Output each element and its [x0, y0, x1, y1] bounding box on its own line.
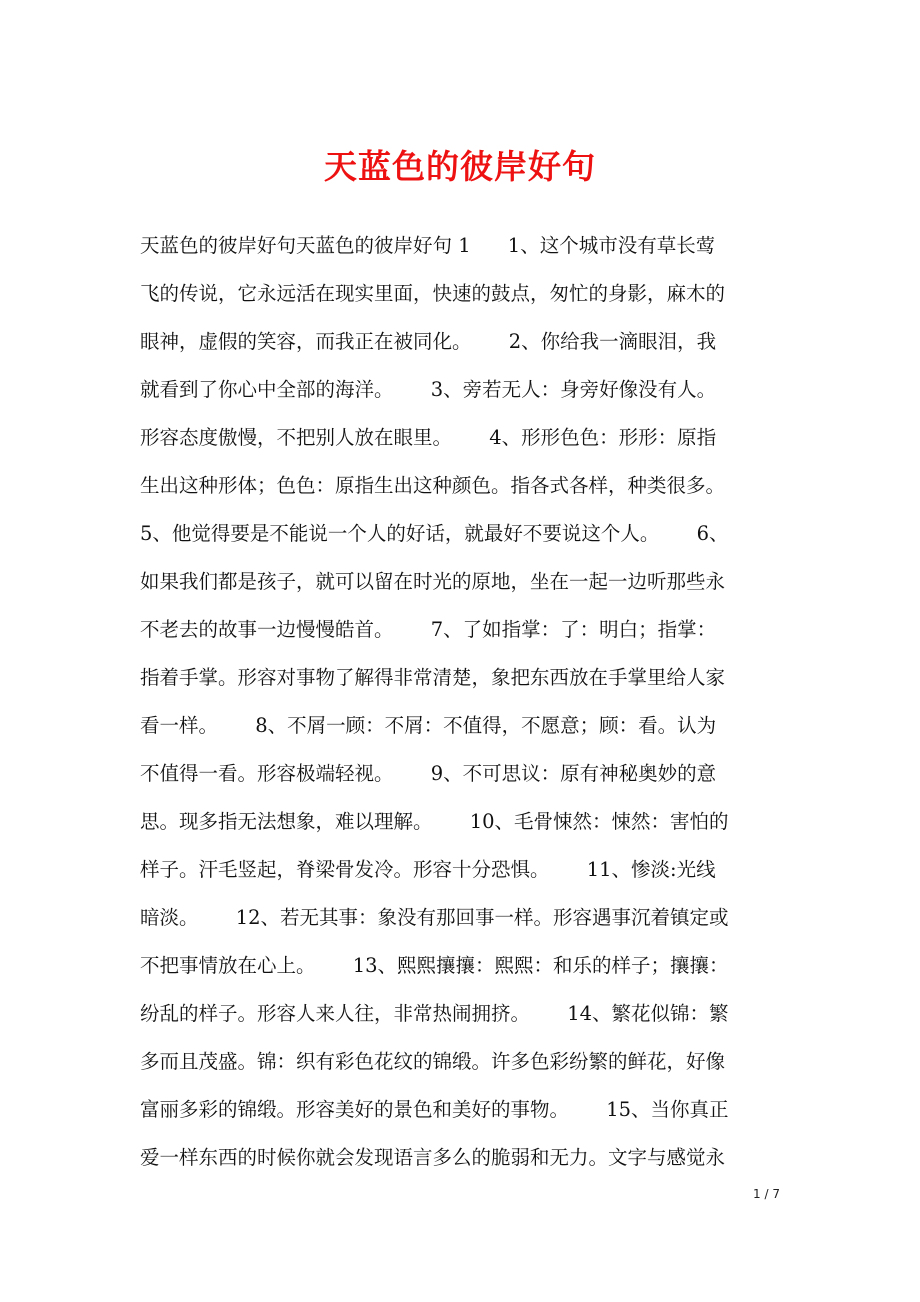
body-line: 5、他觉得要是不能说一个人的好话，就最好不要说这个人。 6、: [140, 522, 729, 545]
body-line: 思。现多指无法想象，难以理解。 10、毛骨悚然：悚然：害怕的: [140, 810, 729, 833]
body-line: 就看到了你心中全部的海洋。 3、旁若无人：身旁好像没有人。: [140, 378, 717, 401]
page-number: 1 / 7: [753, 1187, 780, 1201]
document-body: [140, 222, 800, 1182]
body-line: 天蓝色的彼岸好句天蓝色的彼岸好句 1 1、这个城市没有草长莺: [140, 234, 716, 257]
body-line: 纷乱的样子。形容人来人往，非常热闹拥挤。 14、繁花似锦：繁: [140, 1002, 729, 1025]
body-line: 形容态度傲慢，不把别人放在眼里。 4、形形色色：形形：原指: [140, 426, 717, 449]
document-title: 天蓝色的彼岸好句: [324, 147, 596, 186]
body-line: 多而且茂盛。锦：织有彩色花纹的锦缎。许多色彩纷繁的鲜花，好像: [140, 1050, 726, 1073]
body-line: 爱一样东西的时候你就会发现语言多么的脆弱和无力。文字与感觉永: [140, 1146, 726, 1169]
body-line: 看一样。 8、不屑一顾：不屑：不值得，不愿意；顾：看。认为: [140, 714, 717, 737]
body-line: 不老去的故事一边慢慢皓首。 7、了如指掌：了：明白；指掌：: [140, 618, 717, 641]
body-line: 眼神，虚假的笑容，而我正在被同化。 2、你给我一滴眼泪，我: [140, 330, 717, 353]
body-line: 富丽多彩的锦缎。形容美好的景色和美好的事物。 15、当你真正: [140, 1098, 729, 1121]
body-line: 样子。汗毛竖起，脊梁骨发冷。形容十分恐惧。 11、惨淡:光线: [140, 858, 716, 881]
body-line: 如果我们都是孩子，就可以留在时光的原地，坐在一起一边听那些永: [140, 570, 726, 593]
body-line: 暗淡。 12、若无其事：象没有那回事一样。形容遇事沉着镇定或: [140, 906, 729, 929]
body-line: 不把事情放在心上。 13、熙熙攘攘：熙熙：和乐的样子；攘攘：: [140, 954, 729, 977]
body-line: 飞的传说，它永远活在现实里面，快速的鼓点，匆忙的身影，麻木的: [140, 282, 726, 305]
body-line: 指着手掌。形容对事物了解得非常清楚，象把东西放在手掌里给人家: [140, 666, 726, 689]
body-line: 不值得一看。形容极端轻视。 9、不可思议：原有神秘奥妙的意: [140, 762, 717, 785]
body-line: 生出这种形体；色色：原指生出这种颜色。指各式各样，种类很多。: [140, 474, 726, 497]
